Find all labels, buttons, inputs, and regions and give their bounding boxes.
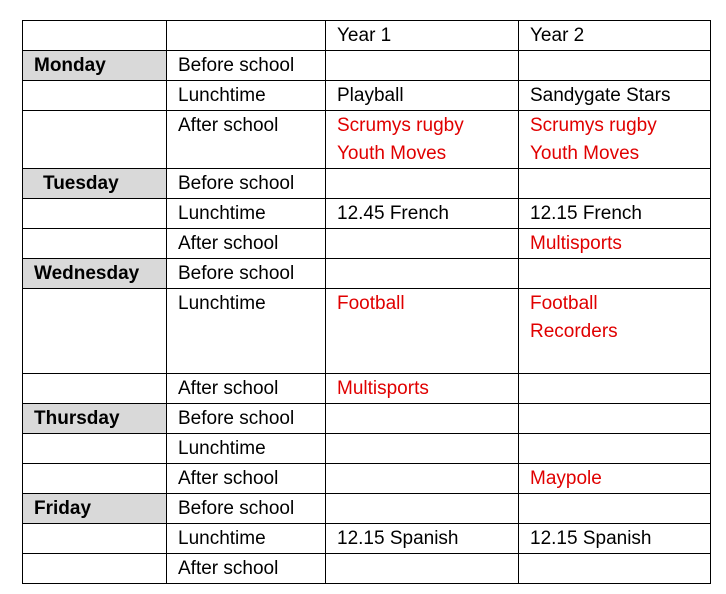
- slot-label: After school: [167, 374, 326, 404]
- table-row: [23, 81, 711, 111]
- slot-label: Before school: [167, 494, 326, 524]
- year1-cell: [326, 494, 519, 524]
- activity-text: Recorders: [530, 321, 618, 342]
- slot-label: Lunchtime: [167, 81, 326, 111]
- year1-cell: [326, 374, 519, 404]
- day-blank: [23, 199, 167, 229]
- day-label-wednesday: Wednesday: [23, 259, 167, 289]
- slot-label: After school: [167, 111, 326, 169]
- day-blank: [23, 81, 167, 111]
- day-blank: [23, 434, 167, 464]
- day-blank: [23, 111, 167, 169]
- table-row: [23, 374, 711, 404]
- year2-cell: [519, 374, 711, 404]
- table-row: [23, 464, 711, 494]
- activity-text: Football: [337, 293, 405, 314]
- year1-cell: Playball: [326, 81, 519, 111]
- activity-text: Maypole: [530, 468, 602, 489]
- slot-label: Lunchtime: [167, 524, 326, 554]
- year1-cell: 12.15 Spanish: [326, 524, 519, 554]
- table-row: [23, 229, 711, 259]
- table-row: [23, 494, 711, 524]
- slot-label: Lunchtime: [167, 199, 326, 229]
- year1-cell: [326, 404, 519, 434]
- day-label-tuesday: Tuesday: [23, 169, 167, 199]
- year2-cell: [519, 111, 711, 169]
- day-blank: [23, 229, 167, 259]
- header-row: [23, 21, 711, 51]
- activity-text: Multisports: [337, 378, 429, 399]
- slot-label: After school: [167, 464, 326, 494]
- day-label-thursday: Thursday: [23, 404, 167, 434]
- table-row: [23, 169, 711, 199]
- year1-cell: [326, 434, 519, 464]
- slot-label: Before school: [167, 259, 326, 289]
- year2-cell: [519, 289, 711, 374]
- year1-cell: [326, 554, 519, 584]
- year2-cell: [519, 434, 711, 464]
- day-blank: [23, 524, 167, 554]
- year2-cell: Sandygate Stars: [519, 81, 711, 111]
- table-row: [23, 111, 711, 169]
- slot-label: After school: [167, 229, 326, 259]
- year2-cell: [519, 51, 711, 81]
- year1-cell: [326, 111, 519, 169]
- activity-text: Youth Moves: [337, 143, 447, 164]
- year2-cell: [519, 554, 711, 584]
- year1-cell: [326, 259, 519, 289]
- activity-text: Scrumys rugby: [530, 115, 657, 136]
- year1-cell: [326, 289, 519, 374]
- slot-label: Before school: [167, 169, 326, 199]
- clubs-timetable: [22, 20, 711, 584]
- slot-label: Lunchtime: [167, 289, 326, 374]
- slot-label: Before school: [167, 404, 326, 434]
- day-label-monday: Monday: [23, 51, 167, 81]
- year2-cell: [519, 464, 711, 494]
- header-blank-slot: [167, 21, 326, 51]
- table-row: [23, 554, 711, 584]
- header-year2: Year 2: [519, 21, 711, 51]
- table-row: [23, 524, 711, 554]
- table-row: [23, 199, 711, 229]
- year2-cell: [519, 494, 711, 524]
- table-row: [23, 259, 711, 289]
- day-blank: [23, 464, 167, 494]
- day-label-friday: Friday: [23, 494, 167, 524]
- table-row: [23, 51, 711, 81]
- year1-cell: [326, 51, 519, 81]
- year1-cell: 12.45 French: [326, 199, 519, 229]
- year2-cell: [519, 229, 711, 259]
- day-blank: [23, 289, 167, 374]
- activity-text: Multisports: [530, 233, 622, 254]
- table-row: [23, 404, 711, 434]
- activity-text: Football: [530, 293, 598, 314]
- year1-cell: [326, 169, 519, 199]
- day-blank: [23, 374, 167, 404]
- day-blank: [23, 554, 167, 584]
- year1-cell: [326, 464, 519, 494]
- slot-label: After school: [167, 554, 326, 584]
- table-row: [23, 289, 711, 374]
- activity-text: Scrumys rugby: [337, 115, 464, 136]
- year2-cell: [519, 404, 711, 434]
- year2-cell: [519, 259, 711, 289]
- header-year1: Year 1: [326, 21, 519, 51]
- year2-cell: 12.15 Spanish: [519, 524, 711, 554]
- year2-cell: 12.15 French: [519, 199, 711, 229]
- year1-cell: [326, 229, 519, 259]
- header-blank-day: [23, 21, 167, 51]
- year2-cell: [519, 169, 711, 199]
- table-row: [23, 434, 711, 464]
- activity-text: Youth Moves: [530, 143, 640, 164]
- slot-label: Before school: [167, 51, 326, 81]
- slot-label: Lunchtime: [167, 434, 326, 464]
